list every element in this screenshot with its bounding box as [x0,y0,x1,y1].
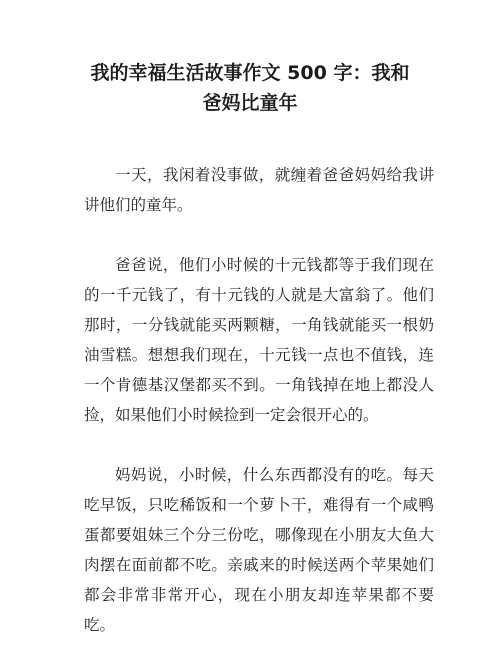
paragraph-1: 一天，我闲着没事做，就缠着爸爸妈妈给我讲讲他们的童年。 [84,166,434,214]
title-line-2: 爸妈比童年 [202,92,298,114]
title-line-1: 我的幸福生活故事作文 500 字：我和 [90,62,410,84]
paragraph-2: 爸爸说，他们小时候的十元钱都等于我们现在的一千元钱了，有十元钱的人就是大富翁了。他们那时，一分钱就能买两颗糖，一角钱就能买一根奶油雪糕。想想我们现在，十元钱一点也不值钱，连一个肯德基汉堡都买不到。一角钱掉在地上都没人捡，如果他们小时候捡到一定会很开心的。 [84,256,434,424]
document-body [84,160,434,670]
document-title [0,58,500,118]
paragraph-3: 妈妈说，小时候，什么东西都没有的吃。每天吃早饭，只吃稀饭和一个萝卜干，难得有一个咸鸭蛋都要姐妹三个分三份吃，哪像现在小朋友大鱼大肉摆在面前都不吃。亲戚来的时候送两个苹果她们都会非常非常开心，现在小朋友却连苹果都不要吃。 [84,466,434,634]
